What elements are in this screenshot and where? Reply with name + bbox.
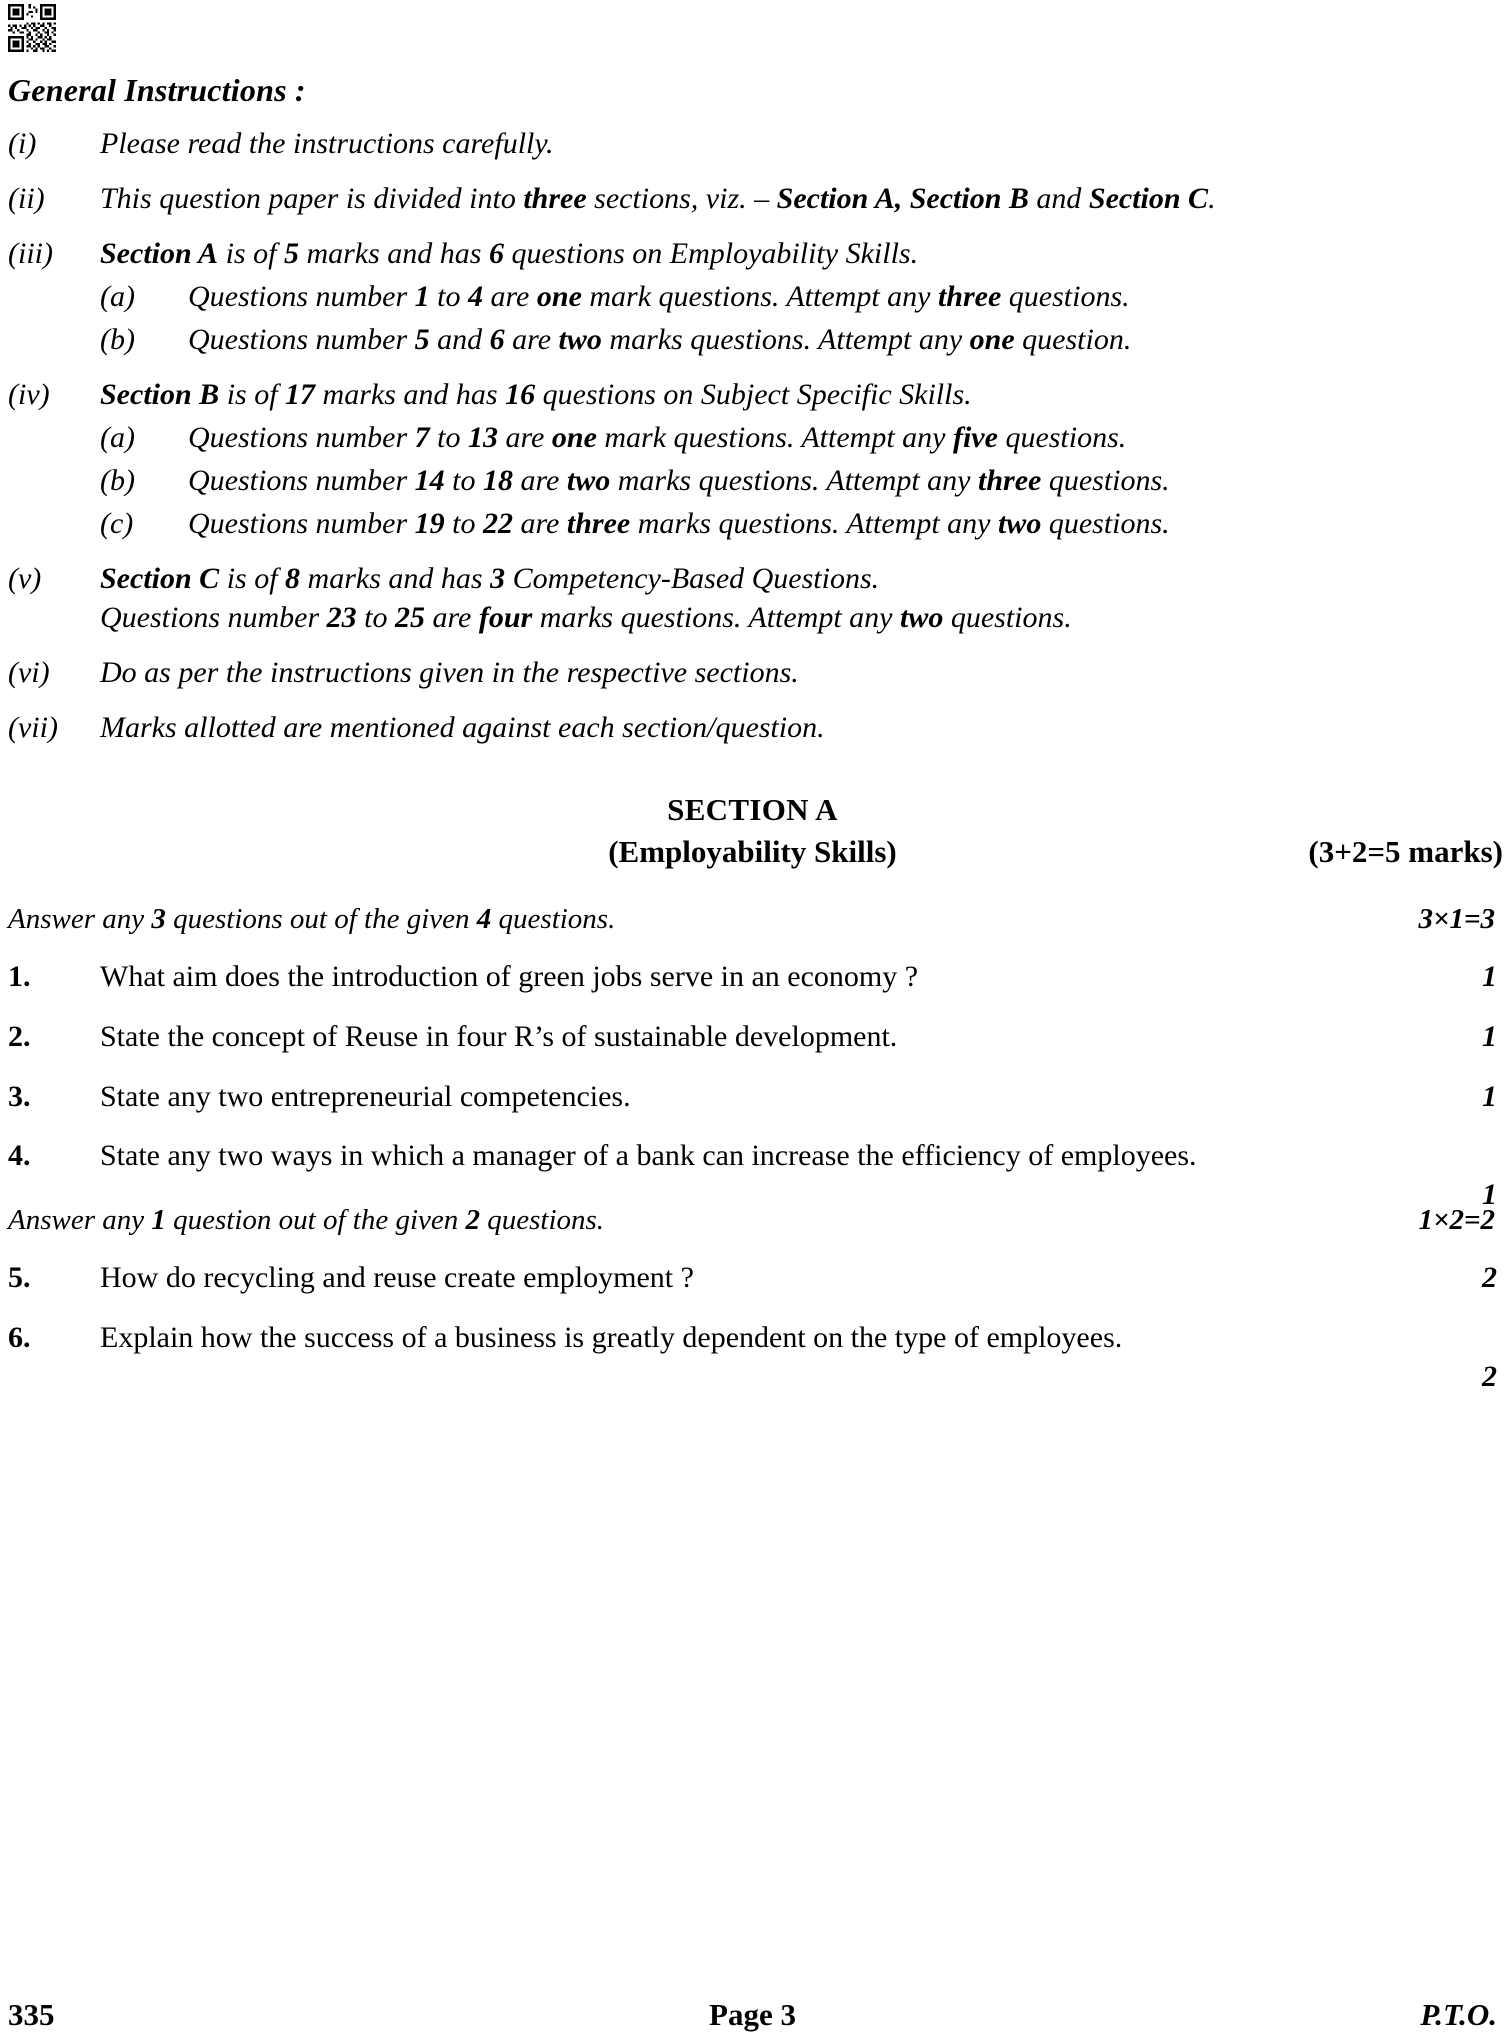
emphasis-run: Section C (100, 562, 220, 595)
text-run: Marks allotted are mentioned against each section/question. (100, 711, 825, 744)
text-run: Questions number (188, 323, 415, 356)
question-marks: 2 (1482, 1359, 1497, 1393)
text-run: Answer any (8, 903, 152, 936)
answer-instruction-text (8, 901, 615, 937)
question-text: How do recycling and reuse create employment ? (100, 1260, 694, 1294)
text-run: Questions number (100, 601, 327, 634)
instruction-marker: (vii) (8, 711, 58, 744)
instruction-marker: (i) (8, 127, 37, 160)
text-run: and (429, 323, 490, 356)
question-text: State any two entrepreneurial competencies. (100, 1079, 631, 1113)
emphasis-run: four (478, 601, 533, 634)
emphasis-run: 1 (414, 280, 430, 313)
emphasis-run: 6 (489, 323, 505, 356)
instruction-body (100, 124, 1497, 163)
question-groups (8, 901, 1497, 1393)
instruction-item (8, 375, 1497, 543)
text-run: marks and has (315, 378, 506, 411)
instruction-marker: (vi) (8, 656, 50, 689)
text-run: to (444, 464, 483, 497)
instruction-subitem (100, 418, 1497, 457)
question-marks: 1 (1482, 1079, 1497, 1113)
instruction-body (100, 708, 1497, 747)
instruction-item (8, 559, 1497, 637)
emphasis-run: 19 (414, 507, 445, 540)
text-run: Questions number (188, 464, 415, 497)
section-marks: (3+2=5 marks) (1308, 834, 1503, 870)
text-run: marks questions. Attempt any (610, 464, 978, 497)
instruction-body (100, 234, 1497, 359)
text-run: questions. (943, 601, 1072, 634)
instruction-body (100, 559, 1497, 637)
emphasis-run: one (551, 421, 597, 454)
emphasis-run: 17 (285, 378, 316, 411)
text-run: Questions number (188, 421, 415, 454)
instruction-text (100, 179, 1497, 218)
emphasis-run: 4 (476, 903, 492, 936)
instruction-marker: (ii) (8, 182, 45, 215)
text-run: to (429, 280, 468, 313)
text-run: are (513, 464, 567, 497)
page-content (8, 72, 1503, 1393)
answer-instruction-marks: 3×1=3 (1418, 903, 1495, 936)
text-run: to (444, 507, 483, 540)
general-instructions-heading: General Instructions : (8, 72, 306, 108)
footer-code: 335 (8, 1997, 55, 2032)
text-run: Questions number (188, 280, 415, 313)
instruction-item (8, 708, 1497, 747)
question-number: 4. (8, 1139, 31, 1173)
question-item (8, 1136, 1497, 1212)
instruction-body (100, 375, 1497, 543)
emphasis-run: one (969, 323, 1015, 356)
question-text: State the concept of Reuse in four R’s of sustainable development. (100, 1019, 898, 1053)
subitem-marker: (b) (100, 323, 135, 356)
instruction-marker: (v) (8, 562, 42, 595)
instruction-subitem (100, 504, 1497, 543)
emphasis-run: 1 (151, 1203, 166, 1236)
question-item (8, 1017, 1497, 1057)
question-marks: 2 (1482, 1260, 1497, 1294)
emphasis-run: 16 (505, 378, 536, 411)
instruction-body (100, 179, 1497, 218)
section-title: SECTION A (667, 792, 838, 827)
emphasis-run: Section A, Section B (776, 182, 1029, 215)
text-run: are (498, 421, 552, 454)
footer-pto: P.T.O. (1420, 1997, 1497, 2032)
emphasis-run: 5 (414, 323, 430, 356)
subitem-marker: (c) (100, 507, 134, 540)
instruction-subitem (100, 277, 1497, 316)
text-run: Do as per the instructions given in the respective sections. (100, 656, 799, 689)
text-run: question. (1014, 323, 1132, 356)
question-body (100, 1077, 1497, 1117)
text-run: questions on Employability Skills. (503, 237, 919, 270)
instruction-subitem (100, 320, 1497, 359)
section-subtitle: (Employability Skills) (608, 834, 897, 870)
answer-instruction-line (8, 901, 1497, 937)
subitem-text (188, 504, 1497, 543)
text-run: Answer any (8, 1203, 152, 1236)
emphasis-run: 3 (490, 562, 506, 595)
emphasis-run: one (536, 280, 582, 313)
question-item (8, 1258, 1497, 1298)
instructions-list (8, 124, 1497, 747)
text-run: questions. (997, 421, 1127, 454)
instruction-text (100, 559, 1497, 598)
emphasis-run: five (952, 421, 998, 454)
question-body (100, 1258, 1497, 1298)
text-run: is of (219, 378, 286, 411)
text-run: are (425, 601, 479, 634)
emphasis-run: 7 (414, 421, 430, 454)
text-run: questions on Subject Specific Skills. (535, 378, 972, 411)
question-number: 2. (8, 1019, 31, 1053)
instruction-marker: (iv) (8, 378, 50, 411)
instruction-text (100, 234, 1497, 273)
emphasis-run: three (978, 464, 1042, 497)
text-run: marks questions. Attempt any (601, 323, 970, 356)
page-footer (8, 1998, 1497, 2042)
instruction-text (100, 375, 1497, 414)
text-run: to (356, 601, 395, 634)
emphasis-run: 25 (395, 601, 425, 634)
emphasis-run: 23 (326, 601, 357, 634)
instruction-text (100, 124, 1497, 163)
question-text: Explain how the success of a business is greatly dependent on the type of employees. (100, 1320, 1123, 1354)
emphasis-run: three (937, 280, 1002, 313)
subitem-text (188, 277, 1497, 316)
question-body (100, 1017, 1497, 1057)
section-subtitle-row (8, 834, 1503, 875)
instruction-continuation (100, 598, 1497, 637)
question-text: What aim does the introduction of green jobs serve in an economy ? (100, 960, 919, 994)
text-run: This question paper is divided into (100, 182, 524, 215)
instruction-subitem (100, 461, 1497, 500)
emphasis-run: 18 (483, 464, 513, 497)
text-run: marks and has (300, 562, 491, 595)
question-number: 6. (8, 1320, 31, 1354)
instruction-item (8, 179, 1497, 218)
subitem-text (188, 320, 1497, 359)
text-run: are (513, 507, 567, 540)
instruction-marker: (iii) (8, 237, 53, 270)
emphasis-run: 8 (285, 562, 301, 595)
text-run: marks questions. Attempt any (630, 507, 998, 540)
question-body (100, 1318, 1497, 1393)
emphasis-run: Section C (1088, 182, 1209, 215)
question-text: State any two ways in which a manager of a bank can increase the efficiency of employees. (100, 1139, 1197, 1173)
question-marks: 1 (1482, 960, 1497, 994)
text-run: . (1208, 182, 1216, 215)
emphasis-run: 3 (151, 903, 166, 936)
question-item (8, 1077, 1497, 1117)
instruction-text (100, 708, 1497, 747)
subitem-marker: (a) (100, 421, 135, 454)
question-number: 1. (8, 960, 31, 994)
text-run: mark questions. Attempt any (596, 421, 953, 454)
emphasis-run: 22 (483, 507, 513, 540)
answer-instruction-line (8, 1202, 1497, 1238)
text-run: is of (219, 562, 286, 595)
instruction-item (8, 124, 1497, 163)
text-run: questions out of the given (165, 903, 477, 936)
qr-code (8, 4, 56, 52)
text-run: to (429, 421, 468, 454)
text-run: and (1028, 182, 1089, 215)
question-item (8, 957, 1497, 997)
instruction-item (8, 234, 1497, 359)
emphasis-run: Section A (100, 237, 219, 270)
text-run: question out of the given (165, 1203, 466, 1236)
text-run: questions. (491, 903, 616, 936)
text-run: questions. (1041, 507, 1170, 540)
text-run: questions. (1001, 280, 1130, 313)
text-run: marks questions. Attempt any (532, 601, 900, 634)
text-run: Please read the instructions carefully. (100, 127, 554, 160)
text-run: sections, viz. – (586, 182, 777, 215)
emphasis-run: 14 (414, 464, 445, 497)
emphasis-run: three (523, 182, 587, 215)
text-run: questions. (480, 1203, 605, 1236)
emphasis-run: two (997, 507, 1042, 540)
footer-page-number: Page 3 (709, 1997, 796, 2032)
emphasis-run: 4 (468, 280, 483, 313)
text-run: Questions number (188, 507, 415, 540)
text-run: is of (218, 237, 284, 270)
emphasis-run: 13 (468, 421, 498, 454)
answer-instruction-text (8, 1202, 604, 1238)
emphasis-run: Section B (100, 378, 220, 411)
question-body (100, 1136, 1497, 1212)
answer-instruction-marks: 1×2=2 (1418, 1203, 1495, 1236)
question-marks: 1 (1482, 1178, 1497, 1212)
emphasis-run: two (900, 601, 944, 634)
emphasis-run: two (566, 464, 611, 497)
subitem-text (188, 461, 1497, 500)
instruction-text (100, 653, 1497, 692)
text-run: questions. (1041, 464, 1170, 497)
subitem-marker: (a) (100, 280, 135, 313)
instruction-item (8, 653, 1497, 692)
text-run: are (504, 323, 559, 356)
text-run: Competency-Based Questions. (505, 562, 880, 595)
instruction-body (100, 653, 1497, 692)
text-run: mark questions. Attempt any (581, 280, 938, 313)
emphasis-run: two (558, 323, 602, 356)
text-run: are (483, 280, 537, 313)
subitem-marker: (b) (100, 464, 135, 497)
question-marks: 1 (1482, 1019, 1497, 1053)
emphasis-run: 2 (465, 1203, 480, 1236)
emphasis-run: 6 (488, 237, 504, 270)
emphasis-run: three (566, 507, 631, 540)
subitem-text (188, 418, 1497, 457)
question-number: 3. (8, 1079, 31, 1113)
question-item (8, 1318, 1497, 1393)
question-body (100, 957, 1497, 997)
emphasis-run: 5 (283, 237, 299, 270)
question-number: 5. (8, 1260, 31, 1294)
text-run: marks and has (298, 237, 489, 270)
